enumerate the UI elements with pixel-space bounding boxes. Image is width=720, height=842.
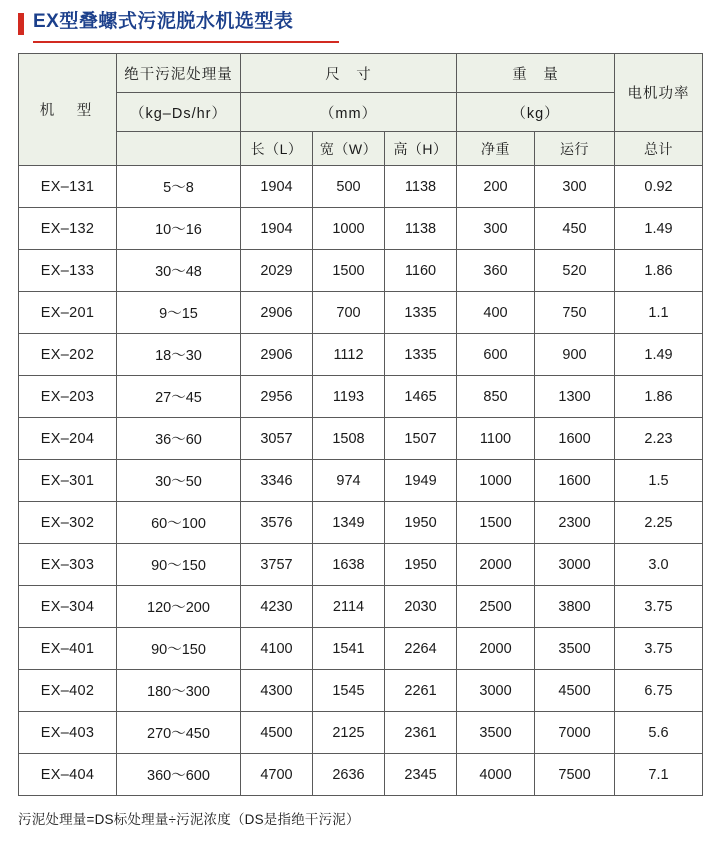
cell-power: 2.23 [615, 418, 703, 460]
cell-length: 2906 [241, 334, 313, 376]
header-size-unit: （mm） [241, 93, 457, 132]
cell-power: 7.1 [615, 754, 703, 796]
cell-net-weight: 600 [457, 334, 535, 376]
table-row [19, 712, 703, 754]
cell-model: EX–204 [19, 418, 117, 460]
cell-run-weight: 3500 [535, 628, 615, 670]
cell-width: 1112 [313, 334, 385, 376]
page-title-row [18, 0, 702, 41]
cell-width: 974 [313, 460, 385, 502]
cell-height: 1335 [385, 334, 457, 376]
title-accent-bar [18, 13, 24, 35]
table-row [19, 292, 703, 334]
cell-net-weight: 1100 [457, 418, 535, 460]
cell-model: EX–203 [19, 376, 117, 418]
cell-height: 2345 [385, 754, 457, 796]
table-body [19, 166, 703, 796]
header-row-sub [19, 132, 703, 166]
cell-width: 2636 [313, 754, 385, 796]
cell-capacity: 10～16 [117, 208, 241, 250]
header-total: 总计 [615, 132, 703, 166]
cell-width: 1638 [313, 544, 385, 586]
cell-power: 3.75 [615, 628, 703, 670]
cell-height: 1949 [385, 460, 457, 502]
specification-table [18, 53, 703, 796]
cell-power: 3.75 [615, 586, 703, 628]
table-row [19, 376, 703, 418]
table-row [19, 670, 703, 712]
table-row [19, 628, 703, 670]
cell-capacity: 90～150 [117, 628, 241, 670]
cell-capacity: 27～45 [117, 376, 241, 418]
cell-power: 6.75 [615, 670, 703, 712]
cell-length: 4700 [241, 754, 313, 796]
cell-model: EX–201 [19, 292, 117, 334]
cell-model: EX–202 [19, 334, 117, 376]
cell-width: 500 [313, 166, 385, 208]
cell-run-weight: 7500 [535, 754, 615, 796]
cell-length: 2956 [241, 376, 313, 418]
header-width: 宽（W） [313, 132, 385, 166]
cell-run-weight: 750 [535, 292, 615, 334]
table-row [19, 544, 703, 586]
cell-height: 2261 [385, 670, 457, 712]
cell-length: 3576 [241, 502, 313, 544]
cell-net-weight: 4000 [457, 754, 535, 796]
cell-model: EX–303 [19, 544, 117, 586]
cell-capacity: 30～50 [117, 460, 241, 502]
cell-model: EX–403 [19, 712, 117, 754]
header-model: 机 型 [19, 54, 117, 166]
cell-height: 1138 [385, 208, 457, 250]
header-row-group [19, 54, 703, 93]
cell-height: 1507 [385, 418, 457, 460]
cell-width: 2114 [313, 586, 385, 628]
cell-length: 3346 [241, 460, 313, 502]
cell-model: EX–133 [19, 250, 117, 292]
header-capacity: 绝干污泥处理量 [117, 54, 241, 93]
cell-power: 1.86 [615, 376, 703, 418]
cell-net-weight: 2000 [457, 544, 535, 586]
cell-power: 3.0 [615, 544, 703, 586]
table-row [19, 166, 703, 208]
cell-power: 1.49 [615, 208, 703, 250]
cell-model: EX–132 [19, 208, 117, 250]
cell-net-weight: 300 [457, 208, 535, 250]
cell-width: 1000 [313, 208, 385, 250]
table-row [19, 250, 703, 292]
cell-run-weight: 300 [535, 166, 615, 208]
cell-height: 2361 [385, 712, 457, 754]
table-row [19, 754, 703, 796]
cell-length: 3057 [241, 418, 313, 460]
page-title: EX型叠螺式污泥脱水机选型表 [33, 11, 294, 32]
cell-width: 700 [313, 292, 385, 334]
cell-run-weight: 900 [535, 334, 615, 376]
cell-length: 4100 [241, 628, 313, 670]
header-row-units [19, 93, 703, 132]
cell-model: EX–131 [19, 166, 117, 208]
cell-net-weight: 3500 [457, 712, 535, 754]
header-power: 电机功率 [615, 54, 703, 132]
cell-length: 4500 [241, 712, 313, 754]
cell-height: 1465 [385, 376, 457, 418]
cell-net-weight: 200 [457, 166, 535, 208]
header-length: 长（L） [241, 132, 313, 166]
header-capacity-blank [117, 132, 241, 166]
header-run-weight: 运行 [535, 132, 615, 166]
table-row [19, 586, 703, 628]
cell-net-weight: 1000 [457, 460, 535, 502]
header-capacity-unit: （kg–Ds/hr） [117, 93, 241, 132]
cell-model: EX–404 [19, 754, 117, 796]
cell-net-weight: 2500 [457, 586, 535, 628]
footnote: 污泥处理量=DS标处理量÷污泥浓度（DS是指绝干污泥） [18, 812, 360, 827]
cell-model: EX–402 [19, 670, 117, 712]
table-header [19, 54, 703, 166]
cell-width: 1545 [313, 670, 385, 712]
table-row [19, 502, 703, 544]
cell-width: 1193 [313, 376, 385, 418]
cell-run-weight: 3000 [535, 544, 615, 586]
cell-width: 2125 [313, 712, 385, 754]
cell-net-weight: 3000 [457, 670, 535, 712]
cell-run-weight: 3800 [535, 586, 615, 628]
cell-model: EX–304 [19, 586, 117, 628]
cell-capacity: 9～15 [117, 292, 241, 334]
cell-power: 0.92 [615, 166, 703, 208]
cell-power: 1.1 [615, 292, 703, 334]
cell-power: 1.86 [615, 250, 703, 292]
table-row [19, 460, 703, 502]
table-row [19, 418, 703, 460]
cell-capacity: 360～600 [117, 754, 241, 796]
header-net-weight: 净重 [457, 132, 535, 166]
header-weight-unit: （kg） [457, 93, 615, 132]
cell-width: 1349 [313, 502, 385, 544]
cell-capacity: 5～8 [117, 166, 241, 208]
cell-net-weight: 850 [457, 376, 535, 418]
cell-height: 2264 [385, 628, 457, 670]
cell-model: EX–302 [19, 502, 117, 544]
cell-length: 4230 [241, 586, 313, 628]
cell-length: 2906 [241, 292, 313, 334]
cell-capacity: 120～200 [117, 586, 241, 628]
cell-length: 1904 [241, 208, 313, 250]
cell-run-weight: 1600 [535, 460, 615, 502]
cell-capacity: 36～60 [117, 418, 241, 460]
cell-capacity: 18～30 [117, 334, 241, 376]
cell-capacity: 180～300 [117, 670, 241, 712]
cell-run-weight: 1300 [535, 376, 615, 418]
cell-length: 3757 [241, 544, 313, 586]
cell-length: 4300 [241, 670, 313, 712]
cell-run-weight: 520 [535, 250, 615, 292]
cell-net-weight: 400 [457, 292, 535, 334]
header-size: 尺 寸 [241, 54, 457, 93]
cell-power: 2.25 [615, 502, 703, 544]
cell-net-weight: 2000 [457, 628, 535, 670]
cell-height: 1950 [385, 544, 457, 586]
cell-model: EX–401 [19, 628, 117, 670]
cell-net-weight: 360 [457, 250, 535, 292]
header-height: 高（H） [385, 132, 457, 166]
cell-capacity: 60～100 [117, 502, 241, 544]
cell-width: 1500 [313, 250, 385, 292]
cell-height: 1335 [385, 292, 457, 334]
cell-height: 2030 [385, 586, 457, 628]
cell-model: EX–301 [19, 460, 117, 502]
cell-run-weight: 1600 [535, 418, 615, 460]
cell-capacity: 90～150 [117, 544, 241, 586]
cell-run-weight: 2300 [535, 502, 615, 544]
table-row [19, 208, 703, 250]
table-row [19, 334, 703, 376]
cell-height: 1160 [385, 250, 457, 292]
cell-capacity: 270～450 [117, 712, 241, 754]
cell-capacity: 30～48 [117, 250, 241, 292]
cell-power: 1.49 [615, 334, 703, 376]
cell-height: 1138 [385, 166, 457, 208]
cell-power: 1.5 [615, 460, 703, 502]
header-weight: 重 量 [457, 54, 615, 93]
cell-length: 2029 [241, 250, 313, 292]
cell-width: 1508 [313, 418, 385, 460]
title-underline [33, 41, 339, 43]
cell-length: 1904 [241, 166, 313, 208]
cell-width: 1541 [313, 628, 385, 670]
cell-net-weight: 1500 [457, 502, 535, 544]
cell-power: 5.6 [615, 712, 703, 754]
cell-height: 1950 [385, 502, 457, 544]
cell-run-weight: 4500 [535, 670, 615, 712]
cell-run-weight: 7000 [535, 712, 615, 754]
cell-run-weight: 450 [535, 208, 615, 250]
